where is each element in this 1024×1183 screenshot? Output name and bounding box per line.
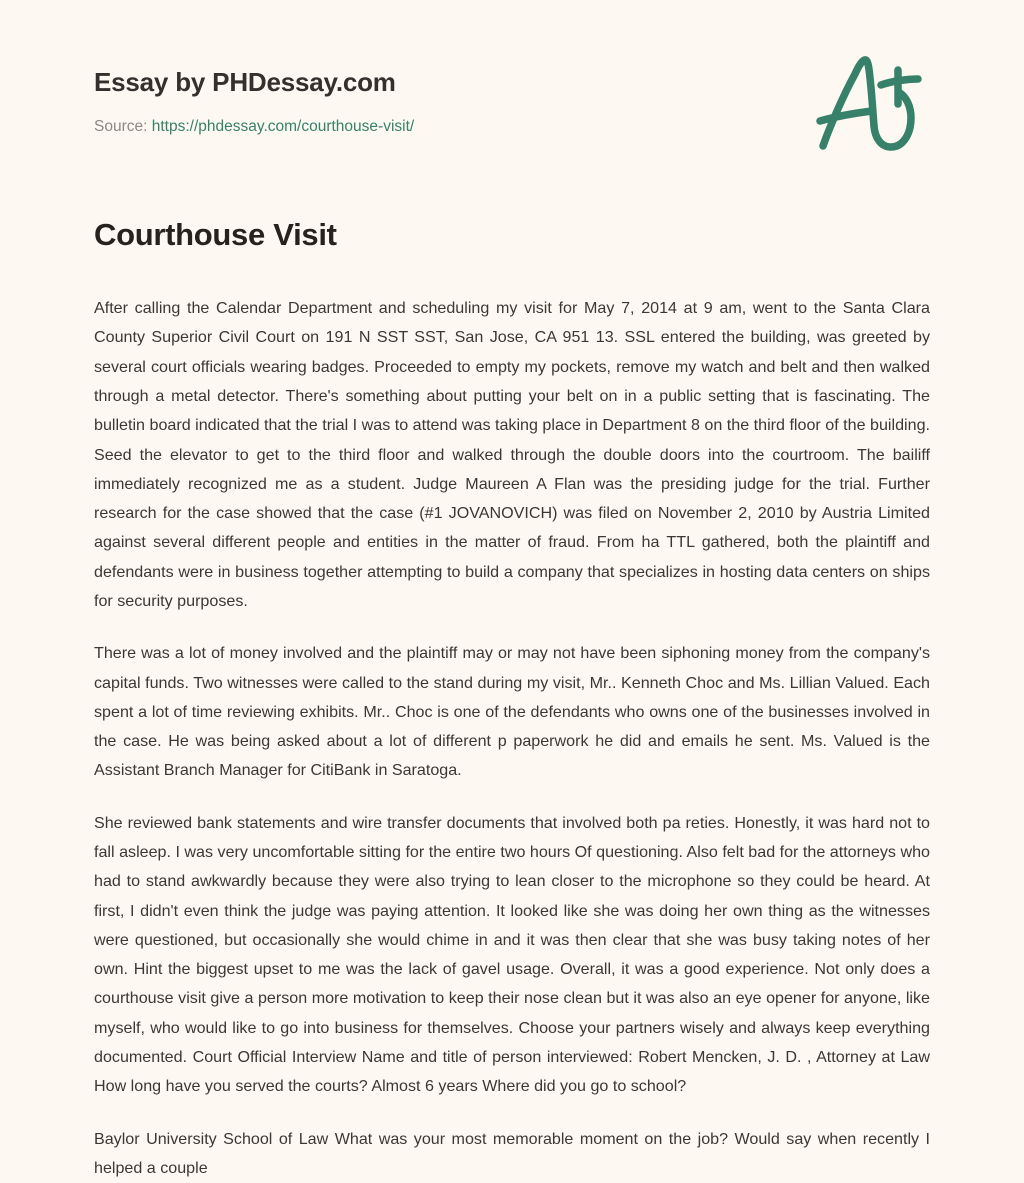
page-title: Courthouse Visit [94,120,930,253]
essay-paragraph: She reviewed bank statements and wire transfer documents that involved both pa reties. Honestly, it was hard not to fall asleep. I was very uncomfortable sitting for the entire two hours Of questioning. Also felt bad for the attorneys who had to stand awkwardly because they were also trying to lean closer to the microphone so they could be heard. At first, I didn't even think the judge was paying attention. It looked like she was doing her own thing as the witnesses were questioned, but occasionally she would chime in and it was then clear that she was busy taking notes of her own. Hint the biggest upset to me was the lack of gavel usage. Overall, it was a good experience. Not only does a courthouse visit give a person more motivation to keep their nose clean but it was also an eye opener for anyone, like myself, who would like to go into business for themselves. Choose your partners wisely and always keep everything documented. Court Official Interview Name and title of person interviewed: Robert Mencken, J. D. , Attorney at Law How long have you served the courts? Almost 6 years Where did you go to school? [94,809,930,1102]
source-line [94,118,930,137]
essay-paragraph: After calling the Calendar Department and scheduling my visit for May 7, 2014 at 9 am, went to the Santa Clara County Superior Civil Court on 191 N SST SST, San Jose, CA 951 13. SSL entered the building, was greeted by several court officials wearing badges. Proceeded to empty my pockets, remove my watch and belt and then walked through a metal detector. There's something about putting your belt on in a public setting that is fascinating. The bulletin board indicated that the trial I was to attend was taking place in Department 8 on the third floor of the building. Seed the elevator to get to the third floor and walked through the double doors into the courtroom. The bailiff immediately recognized me as a student. Judge Maureen A Flan was the presiding judge for the trial. Further research for the case showed that the case (#1 JOVANOVICH) was filed on November 2, 2010 by Austria Limited against several different people and entities in the matter of fraud. From ha TTL gathered, both the plaintiff and defendants were in business together attempting to build a company that specializes in hosting data centers on ships for security purposes. [94,294,930,616]
a-plus-logo-icon [810,48,930,158]
source-url-link[interactable]: https://phdessay.com/courthouse-visit/ [152,118,414,135]
brand-title: Essay by PHDessay.com [94,68,930,97]
essay-paragraph: Baylor University School of Law What was your most memorable moment on the job? Would say when recently I helped a couple [94,1125,930,1183]
source-label: Source: [94,118,147,135]
page-header [94,0,930,120]
essay-paragraph: There was a lot of money involved and the plaintiff may or may not have been siphoning money from the company's capital funds. Two witnesses were called to the stand during my visit, Mr.. Kenneth Choc and Ms. Lillian Valued. Each spent a lot of time reviewing exhibits. Mr.. Choc is one of the defendants who owns one of the businesses involved in the case. He was being asked about a lot of different p paperwork he did and emails he sent. Ms. Valued is the Assistant Branch Manager for CitiBank in Saratoga. [94,639,930,785]
